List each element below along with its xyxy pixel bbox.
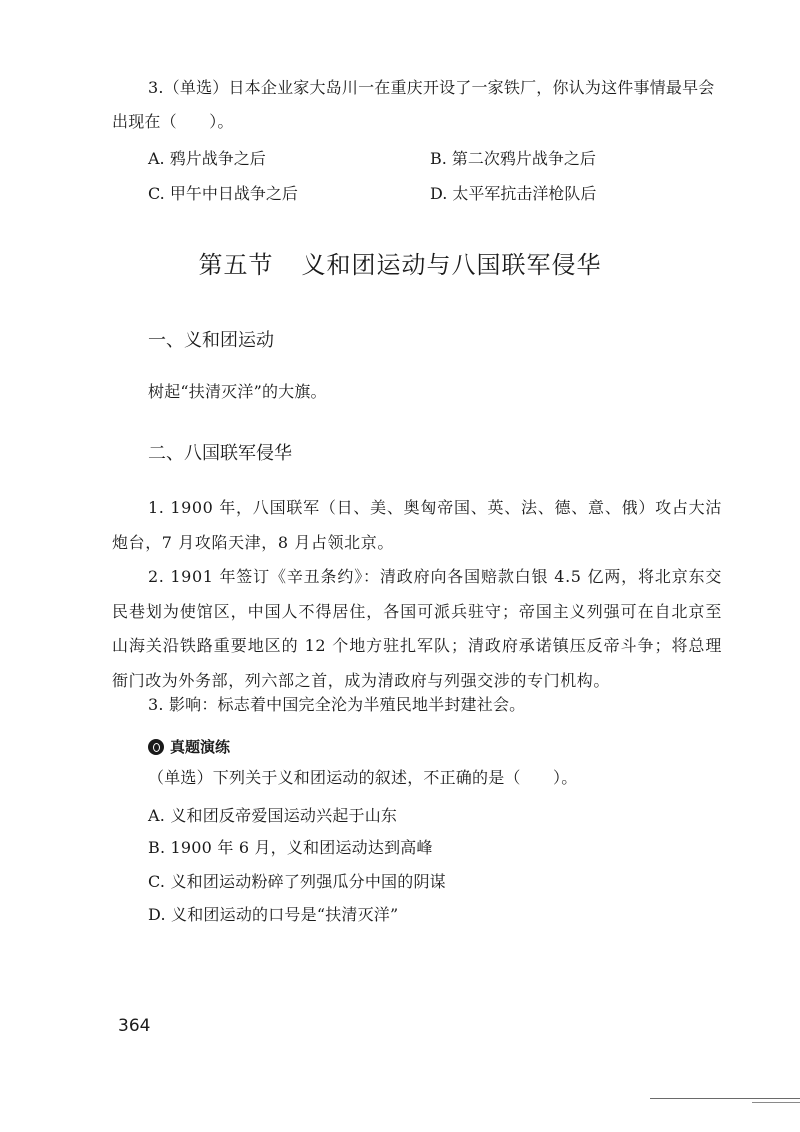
option-a: A. 鸦片战争之后 [148, 149, 266, 168]
item-2-text: 2. 1901 年签订《辛丑条约》：清政府向各国赔款白银 4.5 亿两，将北京东交民巷划为使馆区，中国人不得居住，各国可派兵驻守；帝国主义列强可在自北京至山海关沿铁路重要地区的 12 个地方驻扎军队；清政府承诺镇压反帝斗争；将总理衙门改为外务部，列六部之首，成为清政府与列强交涉的专门机构。 [112, 567, 722, 690]
practice-option-b: B. 1900 年 6 月，义和团运动达到高峰 [148, 838, 433, 857]
question-3-line2: 出现在（ ）。 [112, 112, 234, 131]
practice-option-d: D. 义和团运动的口号是“扶清灭洋” [148, 905, 399, 924]
item-1-text: 1. 1900 年，八国联军（日、美、奥匈帝国、英、法、德、意、俄）攻占大沽炮台，7 月攻陷天津，8 月占领北京。 [112, 498, 722, 552]
option-c: C. 甲午中日战争之后 [148, 184, 298, 203]
section-title [0, 250, 800, 280]
option-b: B. 第二次鸦片战争之后 [430, 149, 596, 168]
section-number: 第五节 [198, 251, 274, 279]
practice-option-a: A. 义和团反帝爱国运动兴起于山东 [148, 806, 398, 825]
scan-edge-line-2 [752, 1102, 800, 1103]
boxer-movement-text: 树起“扶清灭洋”的大旗。 [148, 382, 327, 401]
question-3-line1: 3.（单选）日本企业家大岛川一在重庆开设了一家铁厂，你认为这件事情最早会 [148, 78, 715, 97]
practice-label-text: 真题演练 [170, 738, 231, 756]
page-number: 364 [118, 1016, 151, 1036]
option-d: D. 太平军抗击洋枪队后 [430, 184, 597, 203]
section-title-text: 义和团运动与八国联军侵华 [301, 251, 602, 279]
practice-question: （单选）下列关于义和团运动的叙述，不正确的是（ ）。 [148, 768, 578, 787]
practice-option-c: C. 义和团运动粉碎了列强瓜分中国的阴谋 [148, 872, 446, 891]
practice-label [148, 737, 230, 757]
heading-boxer-movement: 一、义和团运动 [148, 330, 274, 351]
paragraph-item-1 [112, 491, 722, 560]
heading-eight-nation-alliance: 二、八国联军侵华 [148, 443, 292, 464]
practice-badge-icon [148, 739, 164, 755]
paragraph-item-3: 3. 影响：标志着中国完全沦为半殖民地半封建社会。 [148, 695, 526, 714]
scan-edge-line [650, 1098, 800, 1099]
paragraph-item-2 [112, 560, 722, 698]
